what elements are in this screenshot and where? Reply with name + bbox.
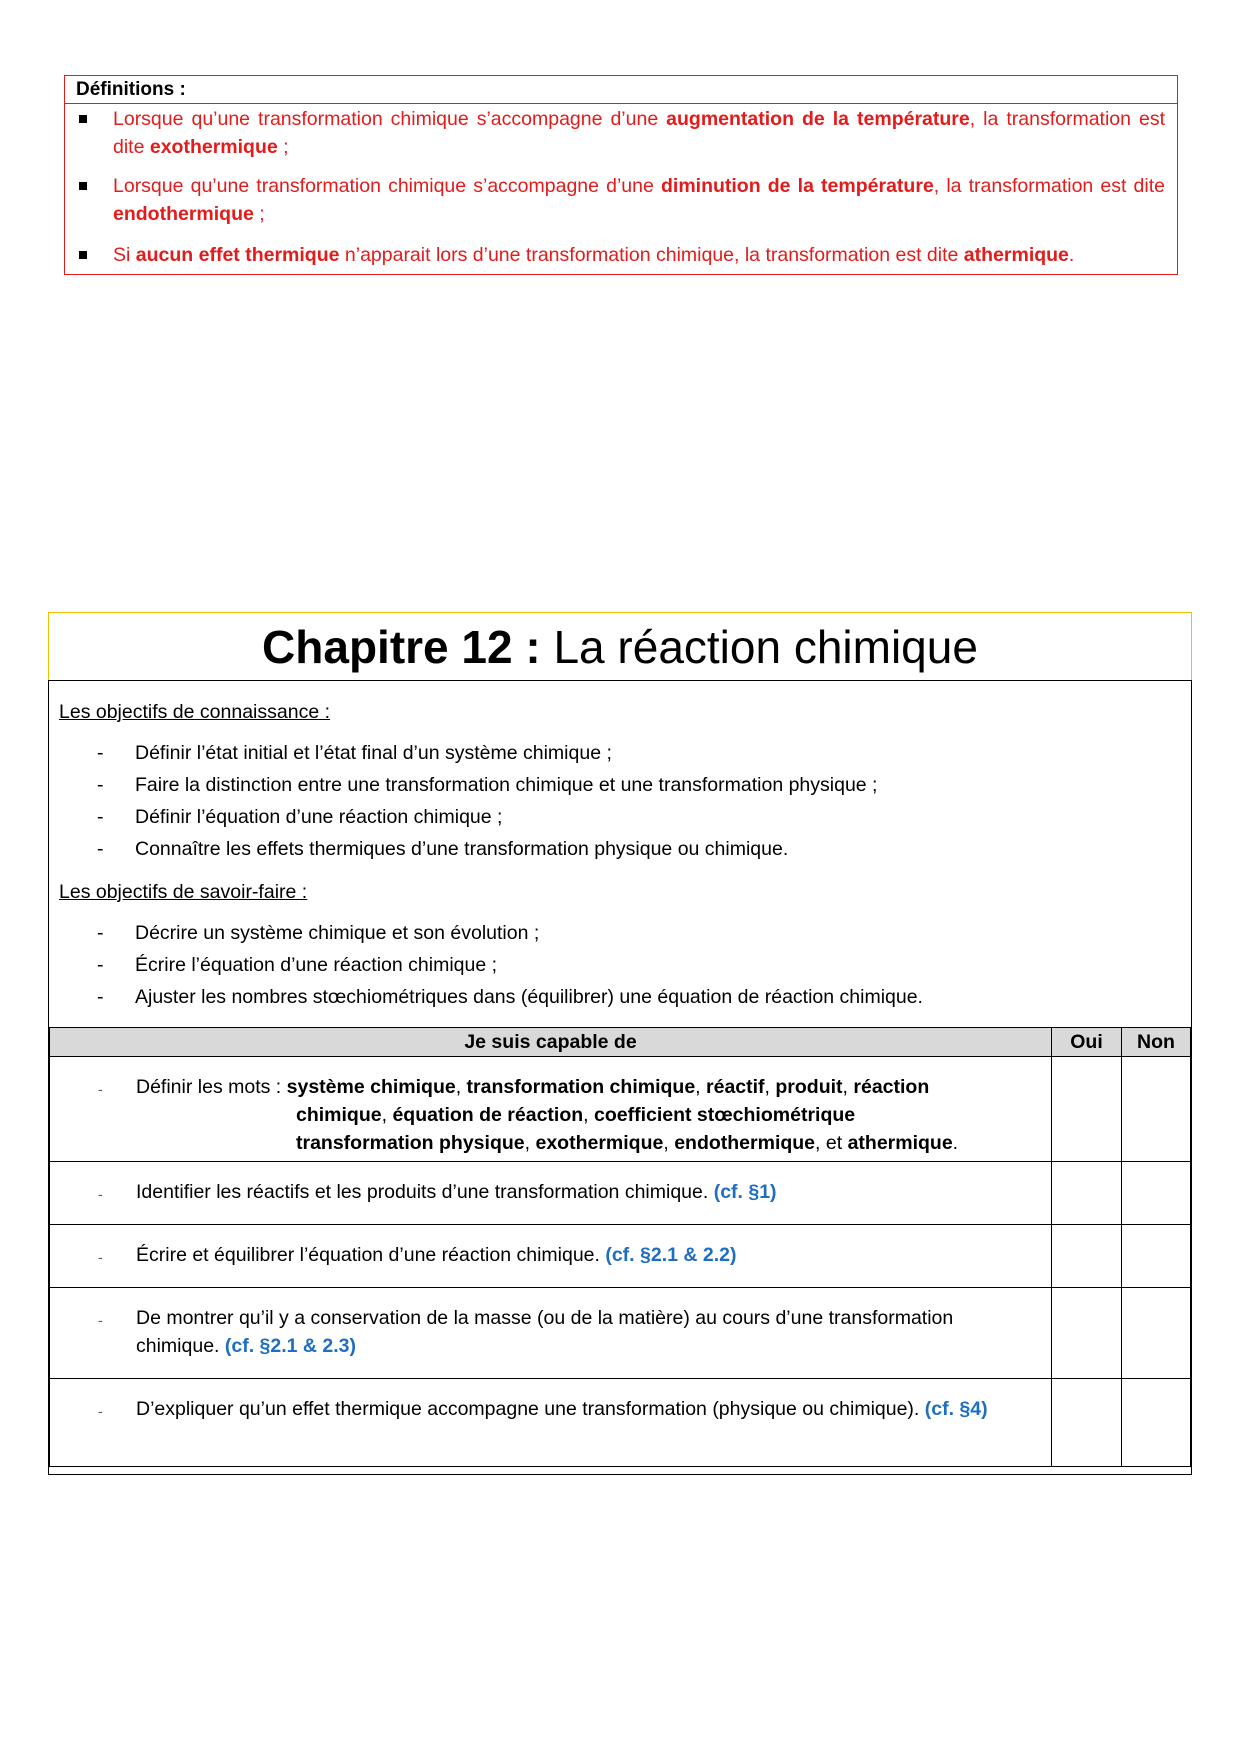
checkbox-yes[interactable]: [1052, 1288, 1122, 1379]
chapter-title-box: [48, 612, 1192, 680]
list-item: - Décrire un système chimique et son évolution ;: [97, 922, 540, 944]
column-header-task: Je suis capable de: [50, 1028, 1052, 1057]
column-header-yes: Oui: [1052, 1028, 1122, 1057]
definition-exothermic: Lorsque qu’une transformation chimique s’accompagne d’une augmentation de la température, la transformation est dite exothermique ;: [65, 105, 1177, 161]
skills-list: [49, 917, 1191, 1013]
knowledge-heading: Les objectifs de connaissance :: [59, 701, 331, 723]
task-cell: - Définir les mots : système chimique, transformation chimique, réactif, produit, réaction chimique, équation de réaction, coefficient stœchiométrique transformation physique, exothermique, endothermique, et athermique.: [50, 1057, 1052, 1162]
checkbox-no[interactable]: [1122, 1162, 1191, 1225]
definition-endothermic: Lorsque qu’une transformation chimique s’accompagne d’une diminution de la température, la transformation est dite endothermique ;: [65, 172, 1177, 228]
checkbox-yes[interactable]: [1052, 1057, 1122, 1162]
capability-table: [49, 1027, 1191, 1467]
table-row: [50, 1225, 1191, 1288]
knowledge-list: [49, 737, 1191, 865]
list-item: - Connaître les effets thermiques d’une transformation physique ou chimique.: [97, 838, 789, 860]
table-row: [50, 1162, 1191, 1225]
square-bullet-icon: [79, 251, 87, 259]
task-cell: - Écrire et équilibrer l’équation d’une réaction chimique. (cf. §2.1 & 2.2): [50, 1225, 1052, 1288]
column-header-no: Non: [1122, 1028, 1191, 1057]
list-item: - Ajuster les nombres stœchiométriques dans (équilibrer) une équation de réaction chimique.: [97, 986, 923, 1008]
list-item: - Faire la distinction entre une transformation chimique et une transformation physique ;: [97, 774, 878, 796]
table-row: [50, 1057, 1191, 1162]
list-item: - Écrire l’équation d’une réaction chimique ;: [97, 954, 498, 976]
checkbox-no[interactable]: [1122, 1379, 1191, 1467]
checkbox-yes[interactable]: [1052, 1225, 1122, 1288]
square-bullet-icon: [79, 182, 87, 190]
task-cell: - De montrer qu’il y a conservation de la masse (ou de la matière) au cours d’une transformation chimique. (cf. §2.1 & 2.3): [50, 1288, 1052, 1379]
checkbox-no[interactable]: [1122, 1057, 1191, 1162]
checkbox-no[interactable]: [1122, 1288, 1191, 1379]
square-bullet-icon: [79, 115, 87, 123]
list-item: - Définir l’équation d’une réaction chimique ;: [97, 806, 503, 828]
definitions-box: [64, 75, 1178, 275]
skills-heading: Les objectifs de savoir-faire :: [59, 881, 308, 903]
chapter-title: Chapitre 12 : La réaction chimique: [262, 621, 978, 673]
table-row: [50, 1288, 1191, 1379]
list-item: - Définir l’état initial et l’état final d’un système chimique ;: [97, 742, 612, 764]
checkbox-no[interactable]: [1122, 1225, 1191, 1288]
definition-athermic: Si aucun effet thermique n’apparait lors d’une transformation chimique, la transformation est dite athermique.: [65, 241, 1177, 269]
chapter-body: [48, 680, 1192, 1475]
table-header-row: [50, 1028, 1191, 1057]
definitions-header: Définitions :: [65, 76, 1177, 104]
checkbox-yes[interactable]: [1052, 1162, 1122, 1225]
task-cell: - D’expliquer qu’un effet thermique accompagne une transformation (physique ou chimique). (cf. §4): [50, 1379, 1052, 1467]
table-row: [50, 1379, 1191, 1467]
task-cell: - Identifier les réactifs et les produits d’une transformation chimique. (cf. §1): [50, 1162, 1052, 1225]
checkbox-yes[interactable]: [1052, 1379, 1122, 1467]
